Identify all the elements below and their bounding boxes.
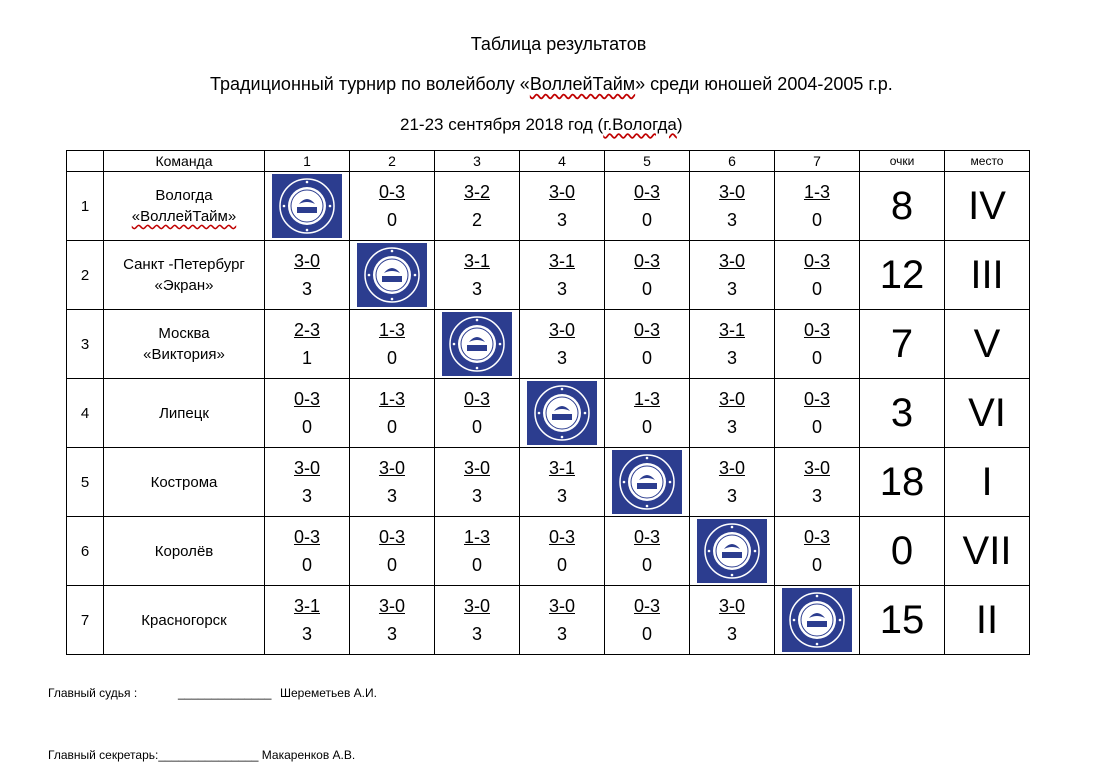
match-score <box>634 592 660 648</box>
match-score-cell <box>690 172 775 241</box>
club-logo-icon <box>612 450 682 514</box>
header-col-2: 2 <box>350 151 435 172</box>
match-points: 3 <box>556 279 567 299</box>
match-points: 3 <box>811 486 822 506</box>
match-score-cell <box>265 448 350 517</box>
match-points: 0 <box>556 555 567 575</box>
set-score: 3-0 <box>718 458 745 478</box>
subtitle-brand: ВоллейТайм <box>529 74 636 94</box>
match-score-cell <box>775 310 860 379</box>
match-score <box>549 247 575 303</box>
header-points: очки <box>860 151 945 172</box>
total-points: 15 <box>860 586 945 655</box>
self-match-logo-cell <box>520 379 605 448</box>
row-number: 3 <box>67 310 104 379</box>
total-points: 8 <box>860 172 945 241</box>
set-score: 1-3 <box>633 389 660 409</box>
match-score-cell <box>350 379 435 448</box>
match-score <box>464 454 490 510</box>
match-points: 0 <box>811 279 822 299</box>
match-score-cell <box>775 379 860 448</box>
match-score <box>464 592 490 648</box>
set-score: 0-3 <box>378 527 405 547</box>
set-score: 0-3 <box>463 389 490 409</box>
table-row <box>67 241 1030 310</box>
match-points: 0 <box>641 624 652 644</box>
match-points: 0 <box>641 279 652 299</box>
final-place: IV <box>945 172 1030 241</box>
match-points: 1 <box>301 348 312 368</box>
match-score <box>464 178 490 234</box>
header-row <box>67 151 1030 172</box>
set-score: 0-3 <box>633 182 660 202</box>
header-col-5: 5 <box>605 151 690 172</box>
self-match-logo-cell <box>350 241 435 310</box>
set-score: 3-0 <box>378 596 405 616</box>
results-table <box>66 150 1030 655</box>
set-score: 3-1 <box>293 596 320 616</box>
club-logo-icon <box>272 174 342 238</box>
match-points: 0 <box>301 417 312 437</box>
header-col-7: 7 <box>775 151 860 172</box>
match-score-cell <box>520 172 605 241</box>
club-logo-icon <box>357 243 427 307</box>
match-points: 3 <box>726 210 737 230</box>
match-score <box>464 523 490 579</box>
match-score-cell <box>350 448 435 517</box>
match-score-cell <box>690 310 775 379</box>
match-score-cell <box>605 241 690 310</box>
set-score: 2-3 <box>293 320 320 340</box>
match-points: 0 <box>386 555 397 575</box>
set-score: 0-3 <box>633 596 660 616</box>
tournament-subtitle <box>210 74 893 95</box>
set-score: 0-3 <box>803 527 830 547</box>
table-row <box>67 517 1030 586</box>
header-num-cell <box>67 151 104 172</box>
match-score <box>294 385 320 441</box>
match-points: 0 <box>641 210 652 230</box>
match-points: 0 <box>301 555 312 575</box>
team-name-line1: Королёв <box>154 542 214 560</box>
set-score: 0-3 <box>633 251 660 271</box>
secretary-name: Макаренков А.В. <box>261 748 356 762</box>
set-score: 3-0 <box>378 458 405 478</box>
row-number: 7 <box>67 586 104 655</box>
match-points: 3 <box>386 624 397 644</box>
match-score <box>549 592 575 648</box>
set-score: 0-3 <box>803 251 830 271</box>
match-score <box>294 316 320 372</box>
match-score-cell <box>350 172 435 241</box>
match-score <box>634 247 660 303</box>
match-score-cell <box>350 517 435 586</box>
match-points: 3 <box>301 486 312 506</box>
dates-city: г.Вологда <box>603 115 677 134</box>
match-score-cell <box>350 586 435 655</box>
match-score-cell <box>435 172 520 241</box>
table-row <box>67 379 1030 448</box>
match-points: 0 <box>641 555 652 575</box>
match-points: 0 <box>811 555 822 575</box>
match-points: 2 <box>471 210 482 230</box>
page-title: Таблица результатов <box>470 34 647 54</box>
match-points: 0 <box>471 417 482 437</box>
set-score: 3-0 <box>718 251 745 271</box>
final-place: VI <box>945 379 1030 448</box>
match-score-cell <box>520 310 605 379</box>
set-score: 0-3 <box>803 389 830 409</box>
row-number: 1 <box>67 172 104 241</box>
table-row <box>67 448 1030 517</box>
match-points: 0 <box>811 417 822 437</box>
final-place: III <box>945 241 1030 310</box>
match-points: 0 <box>386 210 397 230</box>
match-score <box>719 178 745 234</box>
match-score <box>804 316 830 372</box>
team-name-line2: «Экран» <box>154 277 214 294</box>
club-logo-icon <box>697 519 767 583</box>
judge-signature <box>48 686 377 700</box>
set-score: 3-0 <box>548 182 575 202</box>
club-logo-icon <box>527 381 597 445</box>
self-match-logo-cell <box>775 586 860 655</box>
set-score: 3-0 <box>293 458 320 478</box>
self-match-logo-cell <box>435 310 520 379</box>
match-score <box>294 592 320 648</box>
set-score: 3-0 <box>718 596 745 616</box>
match-score-cell <box>775 448 860 517</box>
set-score: 0-3 <box>293 527 320 547</box>
header-place: место <box>945 151 1030 172</box>
results-body <box>67 151 1030 655</box>
match-score <box>719 247 745 303</box>
match-score-cell <box>605 379 690 448</box>
set-score: 3-2 <box>463 182 490 202</box>
match-score-cell <box>605 310 690 379</box>
match-score-cell <box>520 586 605 655</box>
secretary-signature-line: _______________ <box>158 748 259 762</box>
match-points: 0 <box>811 348 822 368</box>
match-score-cell <box>435 379 520 448</box>
match-points: 3 <box>726 486 737 506</box>
total-points: 0 <box>860 517 945 586</box>
row-number: 2 <box>67 241 104 310</box>
set-score: 0-3 <box>633 527 660 547</box>
match-points: 0 <box>641 417 652 437</box>
match-score-cell <box>520 517 605 586</box>
match-score <box>719 454 745 510</box>
table-row <box>67 586 1030 655</box>
match-points: 3 <box>556 210 567 230</box>
table-row <box>67 310 1030 379</box>
match-score-cell <box>690 379 775 448</box>
set-score: 1-3 <box>803 182 830 202</box>
set-score: 1-3 <box>378 389 405 409</box>
judge-name: Шереметьев А.И. <box>280 686 377 700</box>
subtitle-suffix: » среди юношей 2004-2005 г.р. <box>635 74 893 94</box>
team-name-cell <box>104 448 265 517</box>
match-score <box>719 316 745 372</box>
match-score <box>549 316 575 372</box>
final-place: VII <box>945 517 1030 586</box>
match-score <box>464 385 490 441</box>
set-score: 0-3 <box>633 320 660 340</box>
subtitle-prefix: Традиционный турнир по волейболу « <box>210 74 530 94</box>
total-points: 18 <box>860 448 945 517</box>
set-score: 3-0 <box>463 458 490 478</box>
header-col-3: 3 <box>435 151 520 172</box>
match-score-cell <box>435 448 520 517</box>
set-score: 3-0 <box>548 596 575 616</box>
match-points: 3 <box>471 279 482 299</box>
club-logo-icon <box>442 312 512 376</box>
match-points: 0 <box>471 555 482 575</box>
match-score <box>464 247 490 303</box>
match-score-cell <box>775 172 860 241</box>
final-place: I <box>945 448 1030 517</box>
match-score <box>634 316 660 372</box>
team-name-cell <box>104 517 265 586</box>
match-points: 3 <box>301 279 312 299</box>
set-score: 0-3 <box>548 527 575 547</box>
match-points: 3 <box>556 486 567 506</box>
match-score-cell <box>435 241 520 310</box>
row-number: 6 <box>67 517 104 586</box>
set-score: 3-0 <box>718 389 745 409</box>
match-score <box>634 523 660 579</box>
match-points: 3 <box>726 624 737 644</box>
match-score-cell <box>350 310 435 379</box>
match-score <box>379 316 405 372</box>
match-score <box>294 523 320 579</box>
self-match-logo-cell <box>265 172 350 241</box>
self-match-logo-cell <box>690 517 775 586</box>
club-logo-icon <box>782 588 852 652</box>
header-col-1: 1 <box>265 151 350 172</box>
self-match-logo-cell <box>605 448 690 517</box>
team-name-line1: Кострома <box>150 473 218 491</box>
team-name-line1: Липецк <box>159 404 209 422</box>
match-score <box>549 178 575 234</box>
team-name-line1: Санкт -Петербург <box>123 256 245 273</box>
match-score <box>719 592 745 648</box>
match-points: 0 <box>386 417 397 437</box>
dates-suffix: ) <box>676 115 683 134</box>
match-score <box>804 454 830 510</box>
match-score-cell <box>775 241 860 310</box>
set-score: 1-3 <box>378 320 405 340</box>
match-score-cell <box>265 241 350 310</box>
match-score <box>549 523 575 579</box>
match-score-cell <box>605 586 690 655</box>
dates-prefix: 21-23 сентября 2018 год ( <box>400 115 604 134</box>
team-name-line1: Красногорск <box>141 611 227 629</box>
match-points: 3 <box>726 279 737 299</box>
match-points: 3 <box>556 348 567 368</box>
secretary-label: Главный секретарь: <box>48 748 159 762</box>
final-place: II <box>945 586 1030 655</box>
match-score-cell <box>605 517 690 586</box>
judge-signature-line: ______________ <box>178 686 272 700</box>
header-team: Команда <box>104 151 265 172</box>
judge-label: Главный судья : <box>48 686 138 700</box>
row-number: 5 <box>67 448 104 517</box>
total-points: 12 <box>860 241 945 310</box>
match-score-cell <box>435 517 520 586</box>
match-score-cell <box>520 448 605 517</box>
match-score <box>804 385 830 441</box>
team-name-cell <box>104 586 265 655</box>
team-name-line1: Вологда <box>155 187 213 204</box>
match-score <box>379 454 405 510</box>
set-score: 3-1 <box>548 251 575 271</box>
team-name-cell <box>104 310 265 379</box>
total-points: 7 <box>860 310 945 379</box>
set-score: 0-3 <box>378 182 405 202</box>
match-points: 0 <box>641 348 652 368</box>
match-score-cell <box>775 517 860 586</box>
match-score <box>379 592 405 648</box>
match-score <box>719 385 745 441</box>
match-points: 0 <box>386 348 397 368</box>
set-score: 3-1 <box>718 320 745 340</box>
tournament-dates <box>400 115 683 135</box>
row-number: 4 <box>67 379 104 448</box>
match-score <box>549 454 575 510</box>
team-name-line2: «ВоллейТайм» <box>131 208 237 225</box>
match-points: 3 <box>556 624 567 644</box>
table-row <box>67 172 1030 241</box>
match-score <box>634 385 660 441</box>
match-score <box>379 523 405 579</box>
match-score <box>294 454 320 510</box>
match-points: 0 <box>811 210 822 230</box>
final-place: V <box>945 310 1030 379</box>
match-score <box>804 178 830 234</box>
match-points: 3 <box>726 417 737 437</box>
team-name-line2: «Виктория» <box>143 346 225 363</box>
set-score: 3-0 <box>463 596 490 616</box>
match-score <box>294 247 320 303</box>
match-points: 3 <box>471 624 482 644</box>
match-score-cell <box>690 586 775 655</box>
match-score-cell <box>690 448 775 517</box>
match-score <box>804 247 830 303</box>
match-score-cell <box>265 586 350 655</box>
set-score: 3-0 <box>293 251 320 271</box>
match-points: 3 <box>301 624 312 644</box>
match-score-cell <box>520 241 605 310</box>
match-points: 3 <box>471 486 482 506</box>
set-score: 3-1 <box>463 251 490 271</box>
team-name-line1: Москва <box>158 325 210 342</box>
match-score-cell <box>265 517 350 586</box>
set-score: 3-0 <box>548 320 575 340</box>
match-score <box>379 385 405 441</box>
set-score: 3-0 <box>803 458 830 478</box>
match-score-cell <box>265 379 350 448</box>
match-points: 3 <box>726 348 737 368</box>
header-col-4: 4 <box>520 151 605 172</box>
set-score: 3-1 <box>548 458 575 478</box>
match-score-cell <box>435 586 520 655</box>
match-score <box>804 523 830 579</box>
team-name-cell <box>104 172 265 241</box>
match-points: 3 <box>386 486 397 506</box>
set-score: 1-3 <box>463 527 490 547</box>
header-col-6: 6 <box>690 151 775 172</box>
set-score: 0-3 <box>293 389 320 409</box>
match-score-cell <box>265 310 350 379</box>
team-name-cell <box>104 241 265 310</box>
match-score-cell <box>690 241 775 310</box>
total-points: 3 <box>860 379 945 448</box>
match-score <box>379 178 405 234</box>
set-score: 3-0 <box>718 182 745 202</box>
secretary-signature <box>48 748 355 762</box>
team-name-cell <box>104 379 265 448</box>
set-score: 0-3 <box>803 320 830 340</box>
match-score-cell <box>605 172 690 241</box>
match-score <box>634 178 660 234</box>
